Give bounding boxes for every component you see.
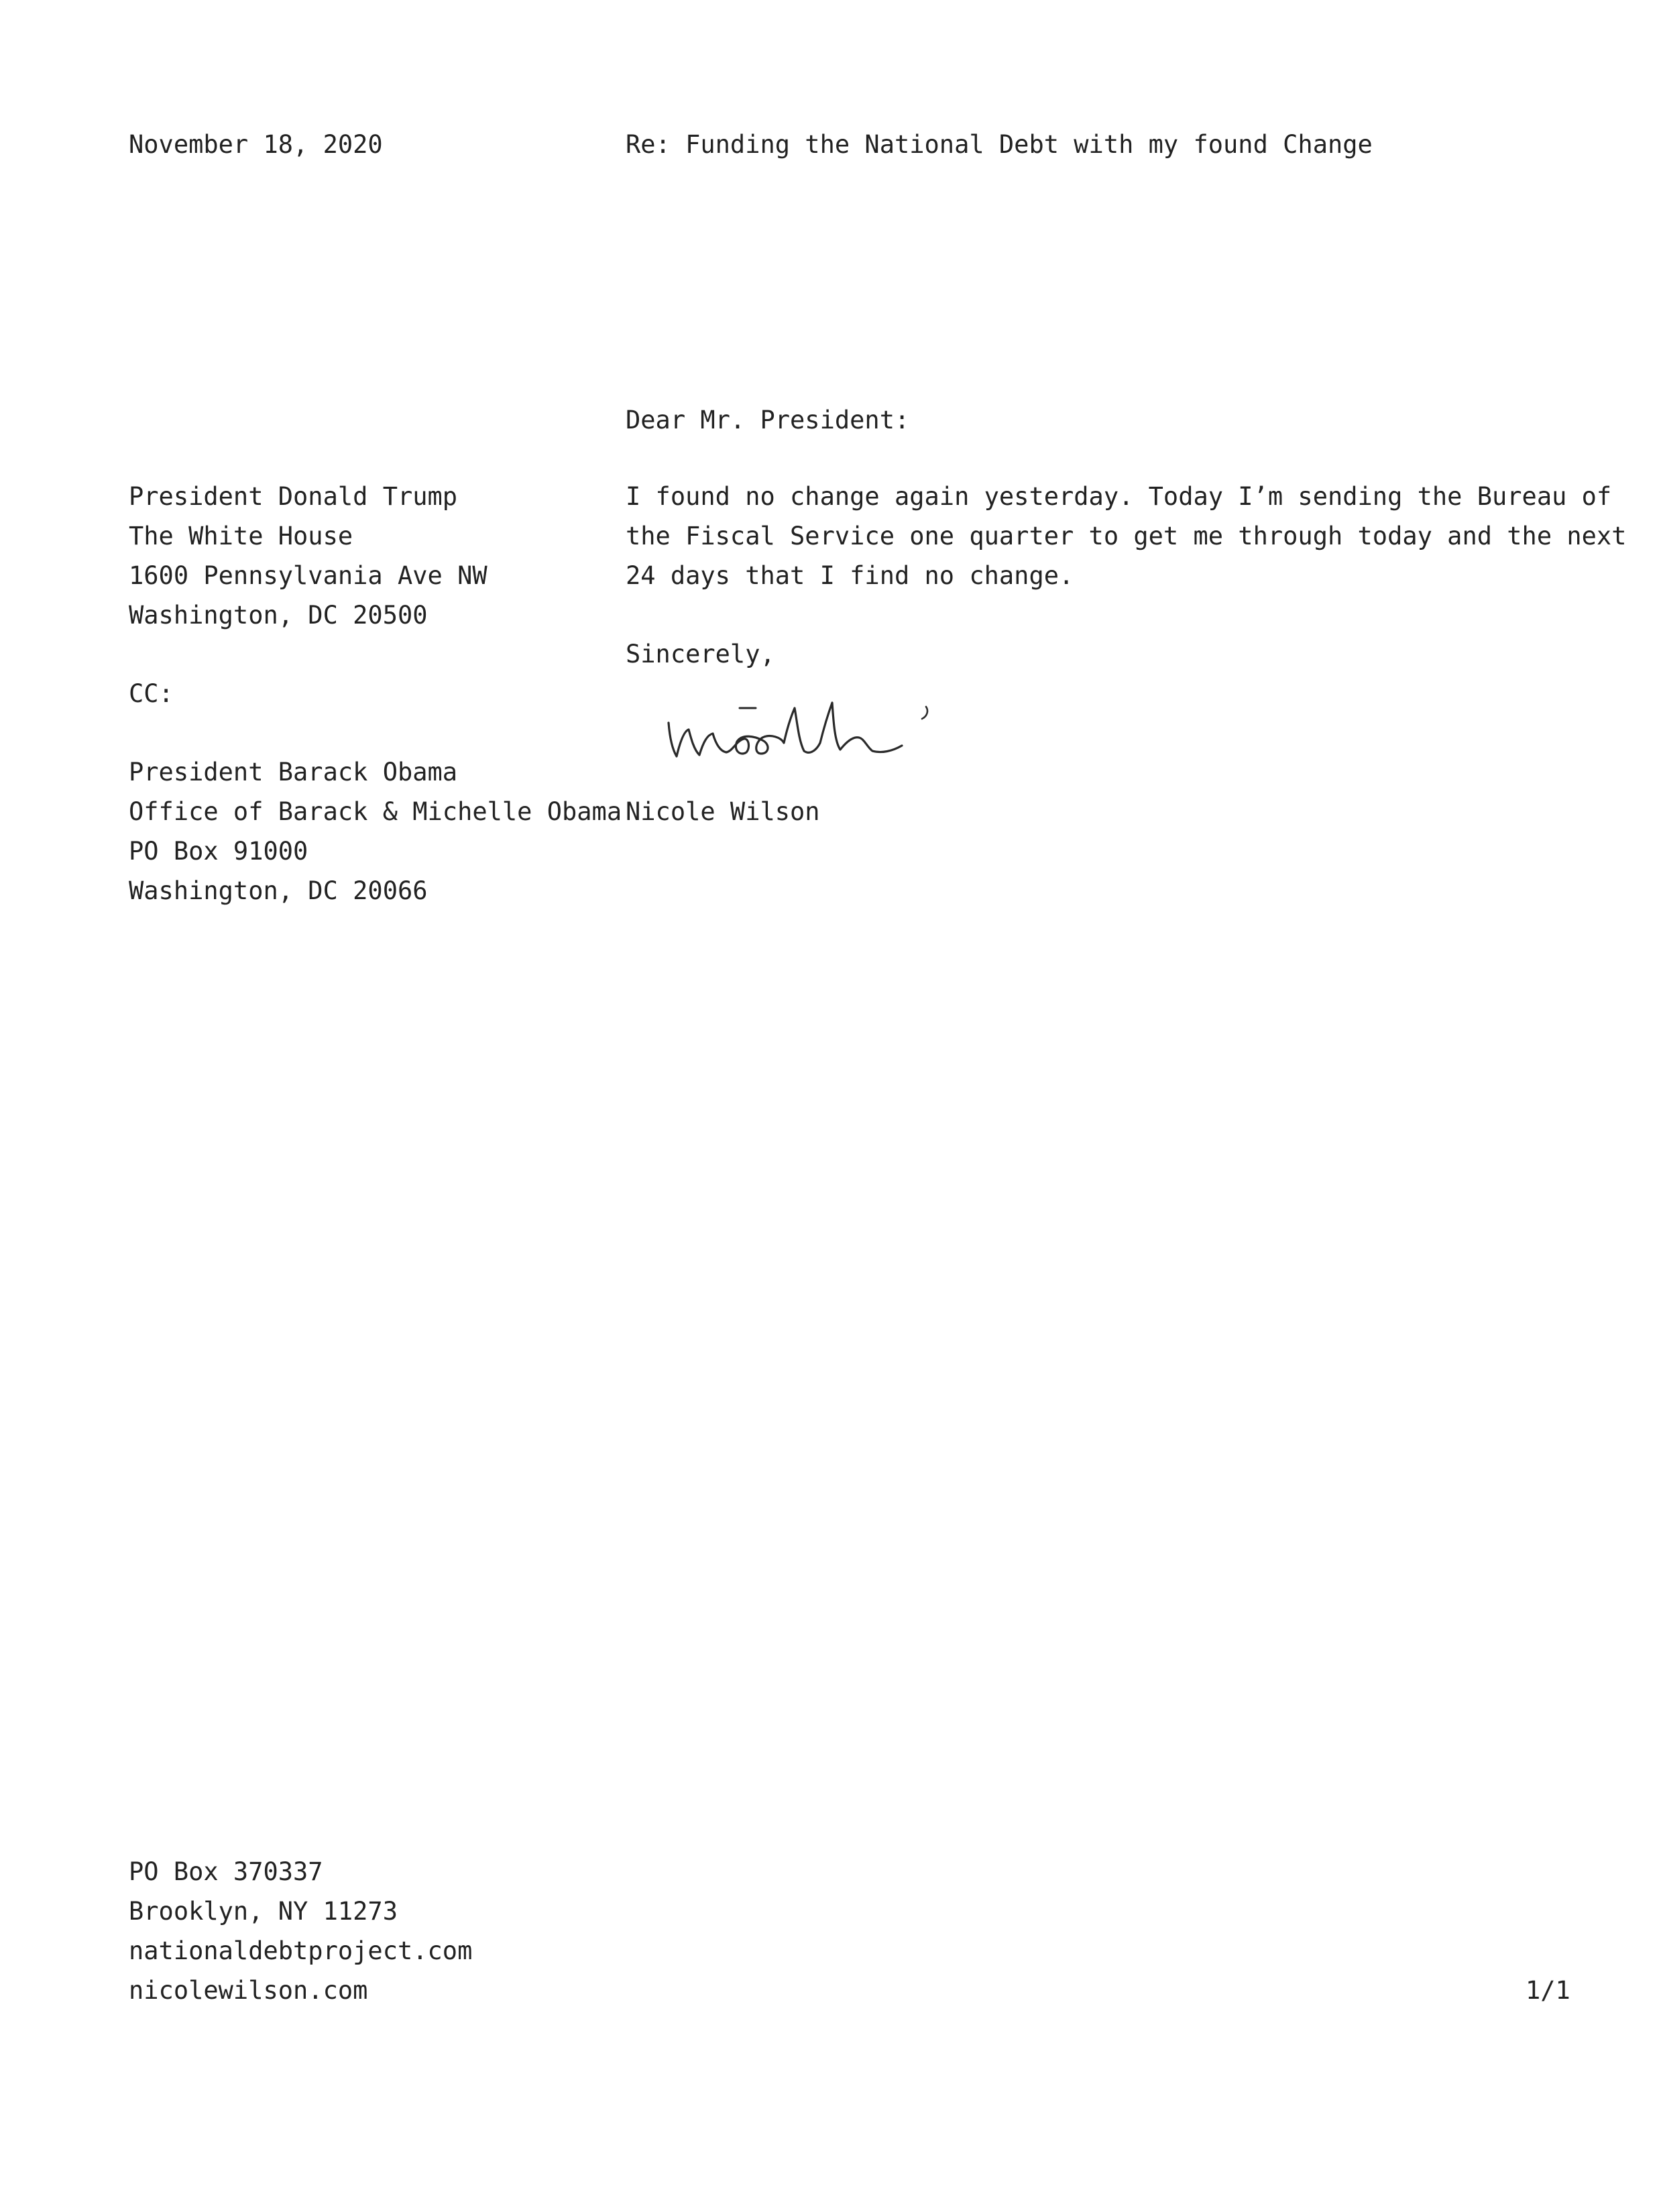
closing: Sincerely, — [626, 640, 775, 668]
footer-line: Brooklyn, NY 11273 — [129, 1897, 398, 1926]
cc-line: PO Box 91000 — [129, 837, 308, 866]
recipient-line: The White House — [129, 522, 353, 550]
cc-line: Washington, DC 20066 — [129, 876, 428, 905]
footer-line: nationaldebtproject.com — [129, 1936, 473, 1965]
page-number: 1/1 — [1526, 1976, 1570, 2005]
salutation: Dear Mr. President: — [626, 406, 910, 434]
footer-line: nicolewilson.com — [129, 1976, 368, 2005]
signer-name: Nicole Wilson — [626, 797, 820, 826]
recipient-line: President Donald Trump — [129, 482, 458, 511]
body-line: 24 days that I find no change. — [626, 561, 1074, 590]
cc-line: Office of Barack & Michelle Obama — [129, 797, 622, 826]
recipient-line: Washington, DC 20500 — [129, 601, 428, 630]
recipient-line: 1600 Pennsylvania Ave NW — [129, 561, 488, 590]
cc-line: President Barack Obama — [129, 758, 458, 787]
cc-label: CC: — [129, 679, 174, 708]
letter-date: November 18, 2020 — [129, 130, 383, 159]
body-line: the Fiscal Service one quarter to get me through today and the next — [626, 522, 1627, 550]
body-line: I found no change again yesterday. Today I’m sending the Bureau of — [626, 482, 1612, 511]
letter-subject: Re: Funding the National Debt with my found Change — [626, 130, 1373, 159]
footer-line: PO Box 370337 — [129, 1857, 323, 1886]
handwritten-signature — [661, 676, 1016, 776]
